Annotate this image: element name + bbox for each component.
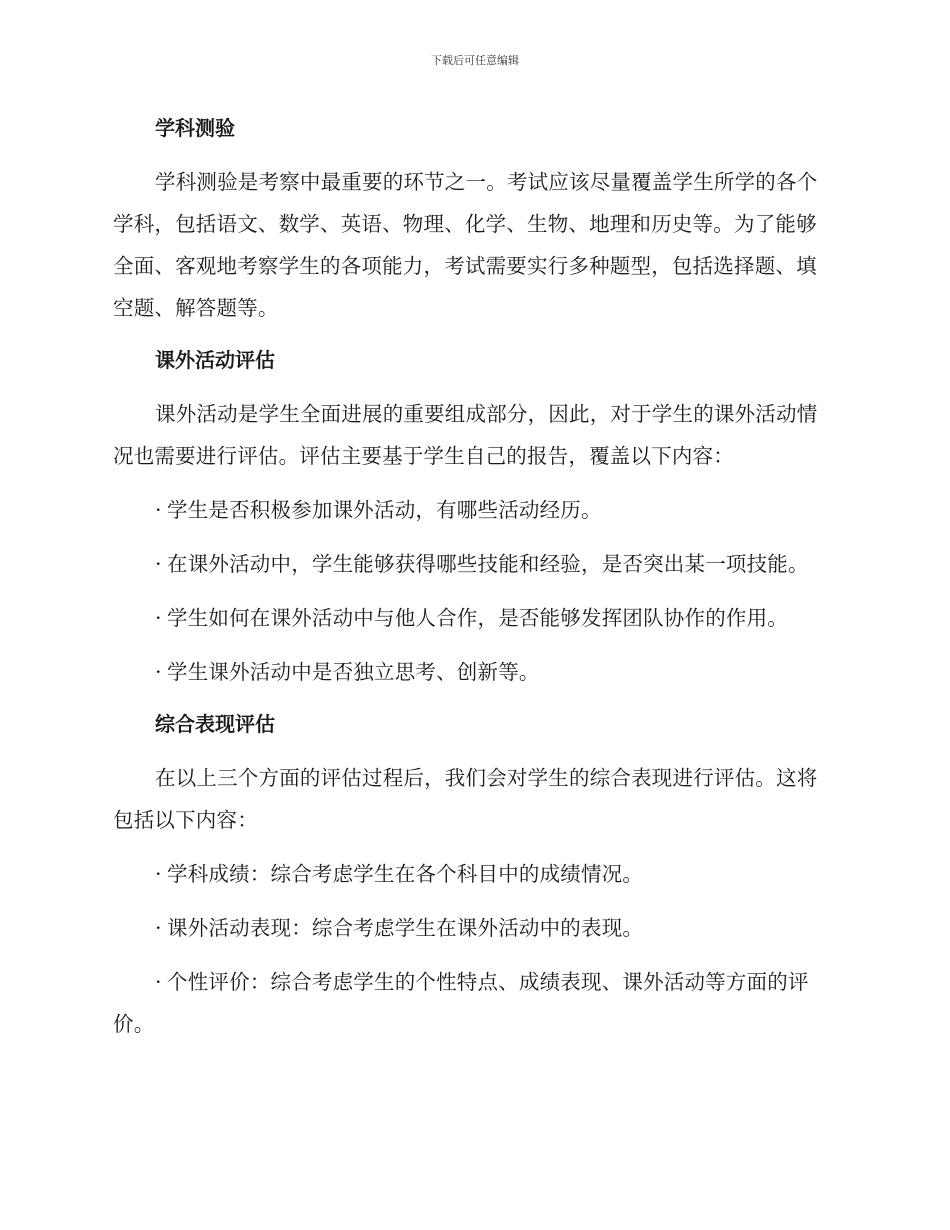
- list-item-text: 学科成绩：综合考虑学生在各个科目中的成绩情况。: [167, 862, 644, 886]
- bullet-icon: ·: [155, 970, 162, 994]
- bullet-icon: ·: [155, 916, 162, 940]
- section-heading-overall-performance: 综合表现评估: [155, 712, 275, 736]
- bullet-icon: ·: [155, 862, 162, 886]
- list-item-text: 学生如何在课外活动中与他人合作，是否能够发挥团队协作的作用。: [167, 606, 788, 630]
- list-item-text: 学生课外活动中是否独立思考、创新等。: [167, 660, 540, 684]
- list-item-text: 课外活动表现：综合考虑学生在课外活动中的表现。: [167, 916, 644, 940]
- list-item: [113, 597, 833, 639]
- list-item: [113, 853, 833, 895]
- page-header: 下载后可任意编辑: [431, 54, 519, 67]
- paragraph: 学科测验是考察中最重要的环节之一。考试应该尽量覆盖学生所学的各个学科，包括语文、数学、英语、物理、化学、生物、地理和历史等。为了能够全面、客观地考察学生的各项能力，考试需要实行多种题型，包括选择题、填空题、解答题等。: [113, 170, 818, 320]
- section-heading-subject-test: 学科测验: [155, 116, 235, 140]
- list-item: [113, 543, 833, 585]
- list-item: [113, 489, 833, 531]
- list-item-text: 个性评价：综合考虑学生的个性特点、成绩表现、课外活动等方面的评价。: [113, 970, 809, 1036]
- document-body: [113, 109, 833, 1057]
- bullet-icon: ·: [155, 660, 162, 684]
- list-item: [113, 651, 833, 693]
- list-item: [113, 961, 833, 1045]
- list-item: [113, 907, 833, 949]
- bullet-icon: ·: [155, 606, 162, 630]
- section-heading-extracurricular: 课外活动评估: [155, 348, 275, 372]
- paragraph: 课外活动是学生全面进展的重要组成部分，因此，对于学生的课外活动情况也需要进行评估。评估主要基于学生自己的报告，覆盖以下内容：: [113, 402, 818, 468]
- list-item-text: 学生是否积极参加课外活动，有哪些活动经历。: [167, 498, 602, 522]
- bullet-icon: ·: [155, 498, 162, 522]
- bullet-icon: ·: [155, 552, 162, 576]
- list-item-text: 在课外活动中，学生能够获得哪些技能和经验，是否突出某一项技能。: [167, 552, 809, 576]
- paragraph: 在以上三个方面的评估过程后，我们会对学生的综合表现进行评估。这将包括以下内容：: [113, 766, 818, 832]
